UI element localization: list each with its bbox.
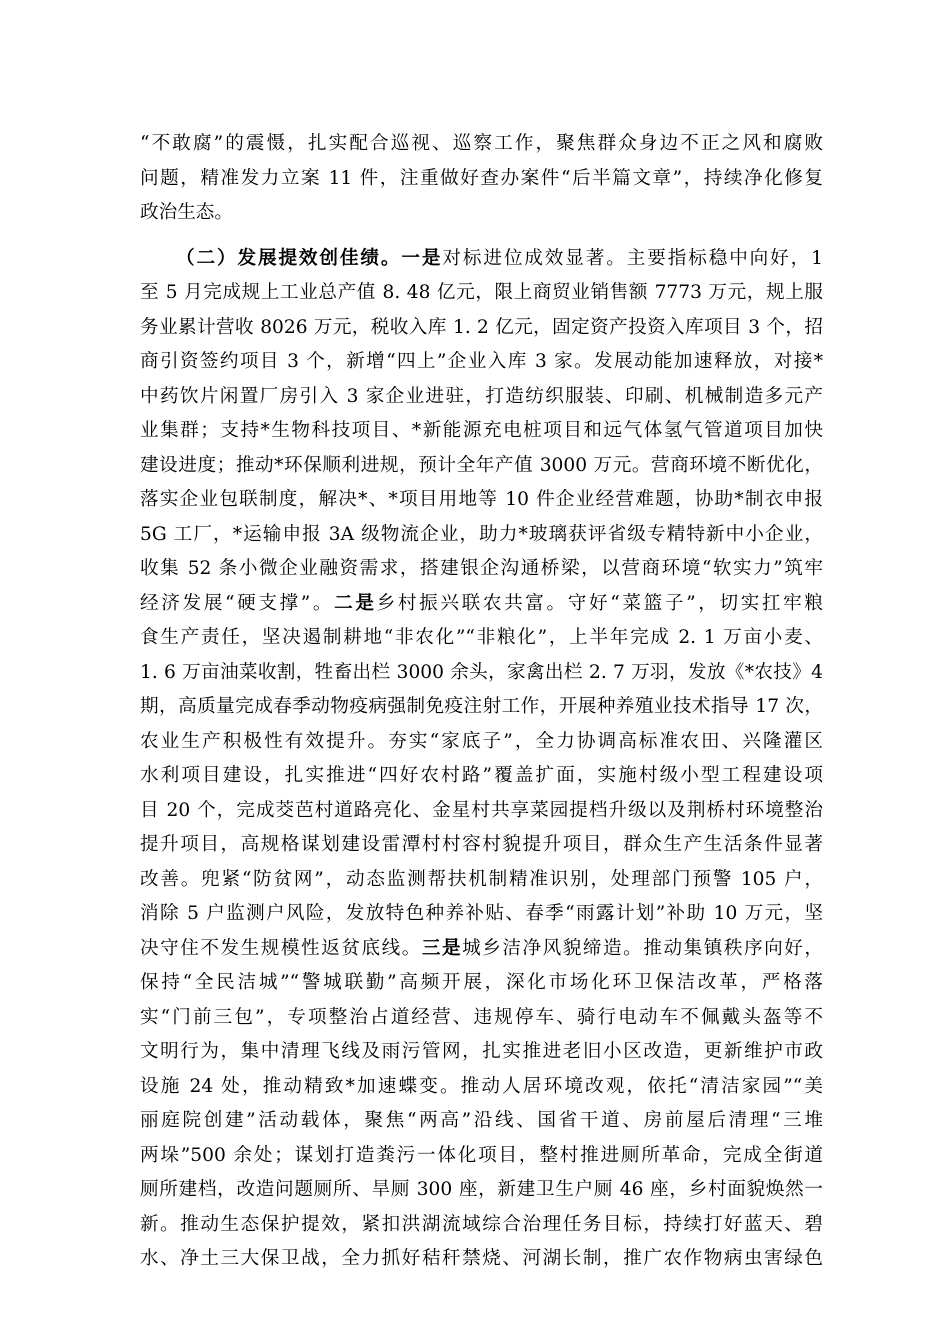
- text-line: 丽庭院创建”活动载体，聚焦“两高”沿线、国省干道、房前屋后清理“三堆: [140, 1110, 823, 1131]
- text-line: 业集群；支持*生物科技项目、*新能源充电桩项目和远气体氢气管道项目加快: [140, 420, 823, 441]
- point-label: 一是: [401, 247, 443, 269]
- text-line: 食生产责任，坚决遏制耕地“非农化”“非粮化”，上半年完成 2. 1 万亩小麦、: [140, 627, 823, 648]
- text-line: [140, 932, 823, 967]
- paragraph: [140, 127, 823, 231]
- text-line: 1. 6 万亩油菜收割，牲畜出栏 3000 余头，家禽出栏 2. 7 万羽，发放《*农技》4: [140, 661, 823, 683]
- text-line: 目 20 个，完成茭芭村道路亮化、金星村共享菜园提档升级以及荆桥村环境整治: [140, 799, 823, 821]
- text-line: 政治生态。: [140, 202, 233, 223]
- text-line: 保持“全民洁城”“警城联勤”高频开展，深化市场化环卫保洁改革，严格落: [140, 972, 823, 993]
- point-label: 二是: [334, 592, 377, 614]
- text-run: 决守住不发生规模性返贫底线。: [140, 937, 422, 959]
- text-line: 落实企业包联制度，解决*、*项目用地等 10 件企业经营难题，协助*制衣申报: [140, 489, 823, 510]
- text-line: 期，高质量完成春季动物疫病强制免疫注射工作，开展种养殖业技术指导 17 次，: [140, 696, 823, 717]
- text-line: 新。推动生态保护提效，紧扣洪湖流域综合治理任务目标，持续打好蓝天、碧: [140, 1213, 823, 1235]
- text-line: 实“门前三包”，专项整治占道经营、违规停车、骑行电动车不佩戴头盔等不: [140, 1006, 823, 1028]
- text-line: [140, 587, 823, 622]
- text-line: “不敢腐”的震慑，扎实配合巡视、巡察工作，聚焦群众身边不正之风和腐败: [140, 133, 823, 154]
- text-line: 文明行为，集中清理飞线及雨污管网，扎实推进老旧小区改造，更新维护市政: [140, 1041, 823, 1062]
- text-line: 至 5 月完成规上工业总产值 8. 48 亿元，限上商贸业销售额 7773 万元，规上服: [140, 282, 823, 303]
- paragraph-spacer: [140, 231, 823, 242]
- section-heading: （二）发展提效创佳绩。: [176, 247, 402, 269]
- text-line: 务业累计营收 8026 万元，税收入库 1. 2 亿元，固定资产投资入库项目 3 个，招: [140, 316, 823, 338]
- text-line: 农业生产积极性有效提升。夯实“家底子”，全力协调高标准农田、兴隆灌区: [140, 730, 823, 752]
- text-line: 改善。兜紧“防贫网”，动态监测帮扶机制精准识别，处理部门预警 105 户，: [140, 868, 823, 890]
- text-run: 城乡洁净风貌缔造。推动集镇秩序向好，: [462, 937, 823, 959]
- text-run: 对标进位成效显著。主要指标稳中向好，1: [442, 247, 823, 269]
- text-line: [140, 242, 823, 277]
- text-line: 中药饮片闲置厂房引入 3 家企业进驻，打造纺织服装、印刷、机械制造多元产: [140, 385, 823, 407]
- text-line: 收集 52 条小微企业融资需求，搭建银企沟通桥梁，以营商环境“软实力”筑牢: [140, 558, 823, 579]
- text-line: 水、净土三大保卫战，全力抓好秸秆禁烧、河湖长制，推广农作物病虫害绿色: [140, 1248, 823, 1269]
- paragraph: [140, 242, 823, 1277]
- text-line: 厕所建档，改造问题厕所、旱厕 300 座，新建卫生户厕 46 座，乡村面貌焕然一: [140, 1179, 823, 1200]
- text-line: 消除 5 户监测户风险，发放特色种养补贴、春季“雨露计划”补助 10 万元，坚: [140, 903, 823, 924]
- text-line: 两垛”500 余处；谋划打造粪污一体化项目，整村推进厕所革命，完成全街道: [140, 1144, 823, 1166]
- text-line: 5G 工厂，*运输申报 3A 级物流企业，助力*玻璃获评省级专精特新中小企业，: [140, 523, 823, 545]
- text-run: 经济发展“硬支撑”。: [140, 592, 335, 614]
- text-run: 乡村振兴联农共富。守好“菜篮子”，切实扛牢粮: [376, 592, 823, 614]
- point-label: 三是: [421, 937, 463, 959]
- text-line: 建设进度；推动*环保顺利进规，预计全年产值 3000 万元。营商环境不断优化，: [140, 454, 823, 476]
- text-line: 问题，精准发力立案 11 件，注重做好查办案件“后半篇文章”，持续净化修复: [140, 167, 823, 189]
- text-line: 设施 24 处，推动精致*加速蝶变。推动人居环境改观，依托“清洁家园”“美: [140, 1075, 823, 1097]
- text-line: 商引资签约项目 3 个，新增“四上”企业入库 3 家。发展动能加速释放，对接*: [140, 351, 823, 372]
- text-line: 水利项目建设，扎实推进“四好农村路”覆盖扩面，实施村级小型工程建设项: [140, 765, 823, 786]
- document-page: [140, 127, 823, 1269]
- text-line: 提升项目，高规格谋划建设雷潭村村容村貌提升项目，群众生产生活条件显著: [140, 834, 823, 855]
